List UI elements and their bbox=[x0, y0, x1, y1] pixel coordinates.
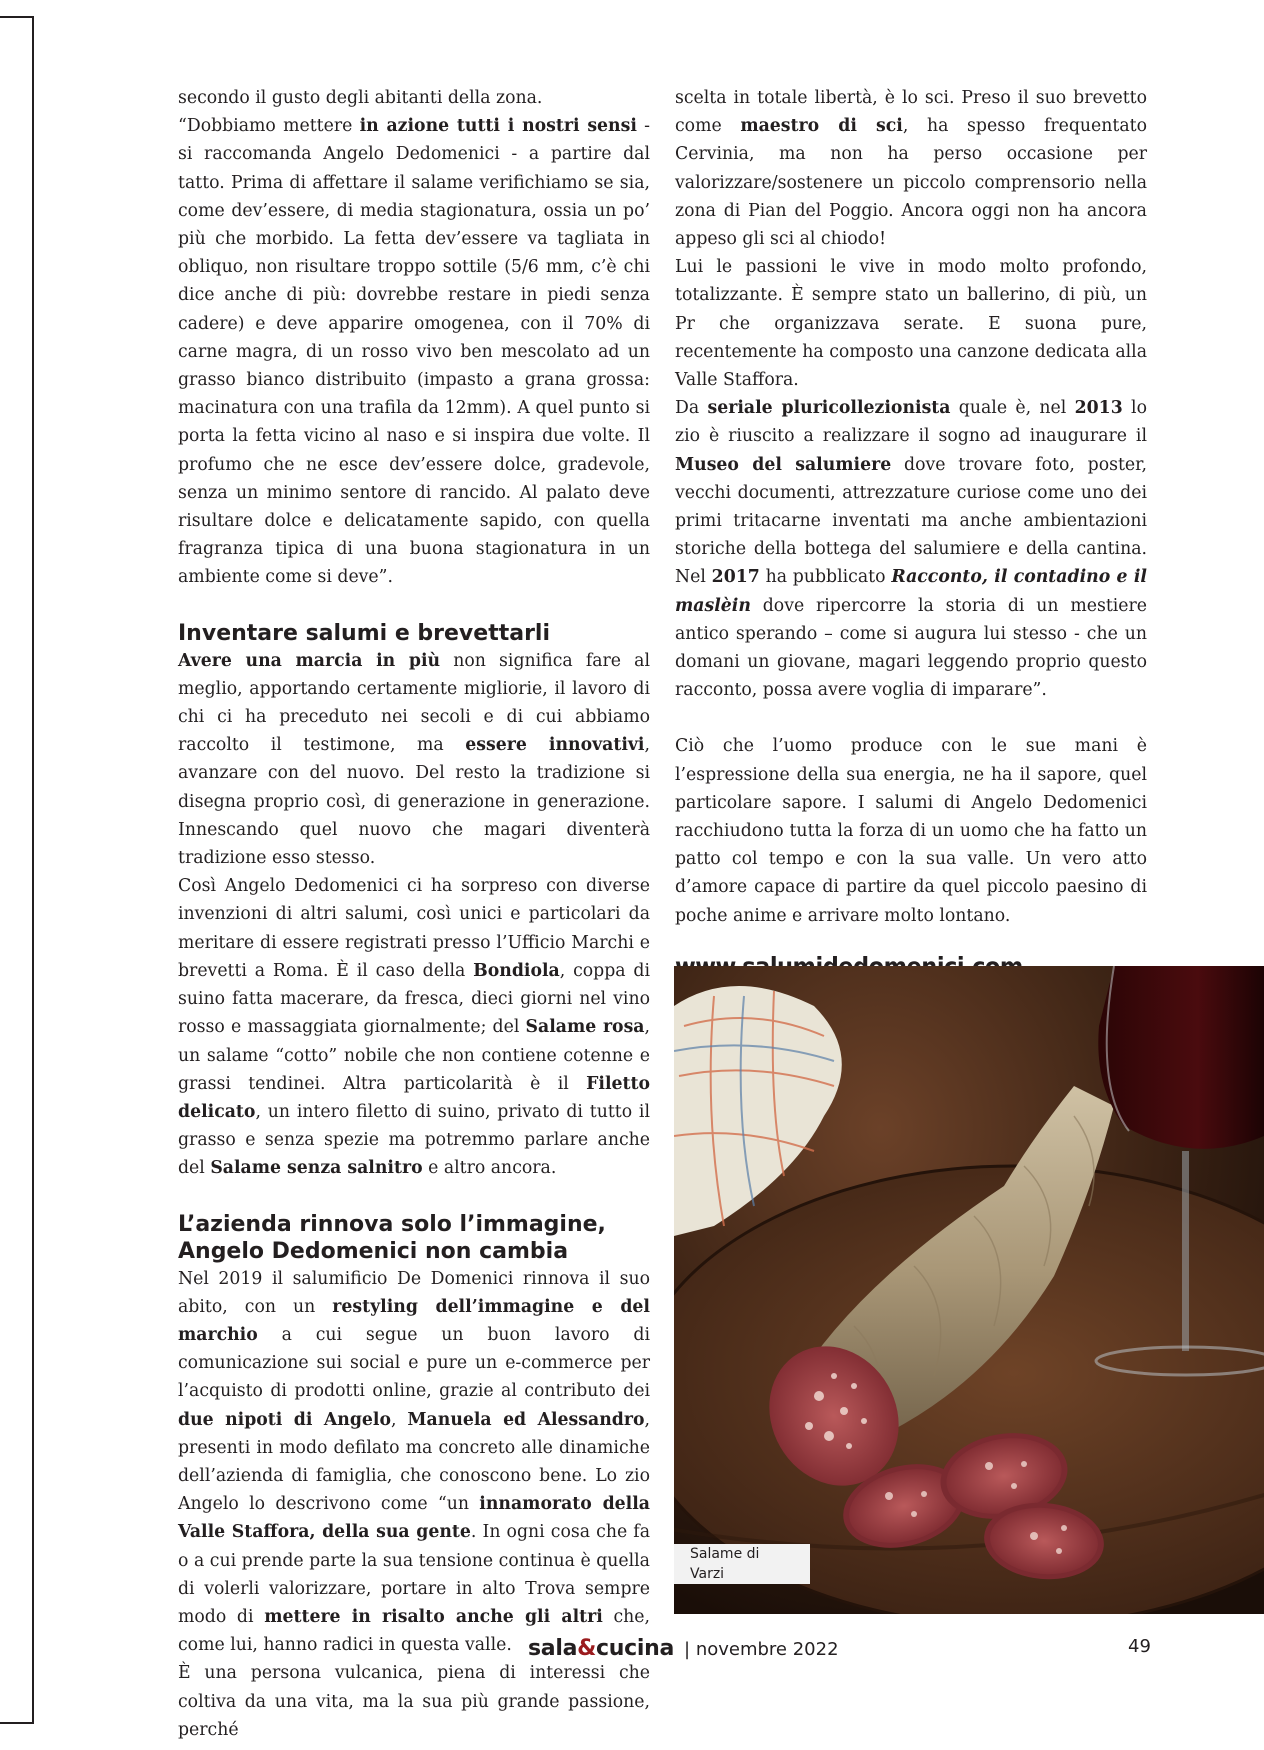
photo-caption: Salame di Varzi bbox=[674, 1544, 810, 1584]
paragraph: “Dobbiamo mettere in azione tutti i nostri sensi - si raccomanda Angelo Dedomenici - a partire dal tatto. Prima di affettare il salame verifichiamo se sia, come dev’essere, di media stagionatura, ossia un po’ più che morbido. La fetta dev’essere va tagliata in obliquo, non risultare troppo sottile (5/6 mm, c’è chi dice anche di più: dovrebbe restare in piedi senza cadere) e deve apparire omogenea, con il 70% di carne magra, di un rosso vivo ben mescolato ad un grasso bianco distribuito (impasto a grana grossa: macinatura con una trafila da 12mm). A quel punto si porta la fetta vicino al naso e si inspira due volte. Il profumo che ne esce dev’essere dolce, gradevole, senza un minimo sentore di rancido. Al palato deve risultare dolce e delicatamente sapido, con quella fragranza tipica di una buona stagionatura in un ambiente come si deve”. bbox=[178, 116, 650, 588]
crop-mark-top bbox=[0, 16, 34, 18]
paragraph: È una persona vulcanica, piena di interessi che coltiva da una vita, ma la sua più grande passione, perché bbox=[178, 1663, 650, 1740]
article-column-left bbox=[178, 84, 650, 1744]
salame-illustration bbox=[674, 966, 1264, 1614]
page-footer bbox=[528, 1636, 839, 1666]
paragraph: Avere una marcia in più non significa fare al meglio, apportando certamente migliorie, il lavoro di chi ci ha preceduto nei secoli e di cui abbiamo raccolto il testimone, ma essere innovativi, avanzare con del nuovo. Del resto la tradizione si disegna proprio così, di generazione in generazione. Innescando quel nuovo che magari diventerà tradizione esso stesso. bbox=[178, 650, 651, 869]
article-column-right bbox=[675, 84, 1147, 982]
crop-mark-bottom bbox=[0, 1722, 34, 1724]
page-number: 49 bbox=[1128, 1636, 1151, 1657]
section-heading-inventare: Inventare salumi e brevettarli bbox=[178, 620, 551, 646]
crop-mark-vertical bbox=[32, 16, 34, 1724]
paragraph: Ciò che l’uomo produce con le sue mani è l’espressione della sua energia, ne ha il sapore, quel particolare sapore. I salumi di Angelo Dedomenici racchiudono tutta la forza di un uomo che ha fatto un patto col tempo e con la sua valle. Un vero atto d’amore capace di partire da quel piccolo paesino di poche anime e arrivare molto lontano. bbox=[675, 736, 1147, 926]
paragraph: scelta in totale libertà, è lo sci. Preso il suo brevetto come maestro di sci, ha spesso frequentato Cervinia, ma non ha perso occasione per valorizzare/sostenere un piccolo comprensorio nella zona di Pian del Poggio. Ancora oggi non ha ancora appeso gli sci al chiodo! bbox=[675, 88, 1147, 250]
paragraph: Lui le passioni le vive in modo molto profondo, totalizzante. È sempre stato un ballerino, di più, un Pr che organizzava serate. E suona pure, recentemente ha composto una canzone dedicata alla Valle Staffora. bbox=[675, 257, 1147, 391]
paragraph: Così Angelo Dedomenici ci ha sorpreso con diverse invenzioni di altri salumi, così unici e particolari da meritare di essere registrati presso l’Ufficio Marchi e brevetti a Roma. È il caso della Bondiola, coppa di suino fatta macerare, da fresca, dieci giorni nel vino rosso e massaggiata giornalmente; del Salame rosa, un salame “cotto” nobile che non contiene cotenne e grassi tendinei. Altra particolarità è il Filetto delicato, un intero filetto di suino, privato di tutto il grasso e senza spezie ma potremmo parlare anche del Salame senza salnitro e altro ancora. bbox=[178, 876, 651, 1179]
issue-date: | novembre 2022 bbox=[684, 1639, 839, 1660]
paragraph: Nel 2019 il salumificio De Domenici rinnova il suo abito, con un restyling dell’immagine e del marchio a cui segue un buon lavoro di comunicazione sui social e pure un e-commerce per l’acquisto di prodotti online, grazie al contributo dei due nipoti di Angelo, Manuela ed Alessandro, presenti in modo defilato ma concreto alle dinamiche dell’azienda di famiglia, che conoscono bene. Lo zio Angelo lo descrivono come “un innamorato della Valle Staffora, della sua gente. In ogni cosa che fa o a cui prende parte la sua tensione continua è quella di volerli valorizzare, portare in alto Trova sempre modo di mettere in risalto anche gli altri che, come lui, hanno radici in questa valle. bbox=[178, 1268, 650, 1656]
magazine-logo: sala&cucina bbox=[528, 1636, 675, 1661]
section-heading-azienda: L’azienda rinnova solo l’immagine, Angelo Dedomenici non cambia bbox=[178, 1211, 606, 1264]
paragraph: secondo il gusto degli abitanti della zona. bbox=[178, 88, 543, 108]
paragraph: Da seriale pluricollezionista quale è, nel 2013 lo zio è riuscito a realizzare il sogno ad inaugurare il Museo del salumiere dove trovare foto, poster, vecchi documenti, attrezzature curiose come uno dei primi tritacarne inventati ma anche ambientazioni storiche della bottega del salumiere e della cantina. Nel 2017 ha pubblicato Racconto, il contadino e il maslèin dove ripercorre la storia di un mestiere antico sperando – come si augura lui stesso - che un domani un giovane, magari leggendo proprio questo racconto, possa avere voglia di imparare”. bbox=[675, 398, 1147, 701]
salame-photo bbox=[674, 966, 1264, 1614]
